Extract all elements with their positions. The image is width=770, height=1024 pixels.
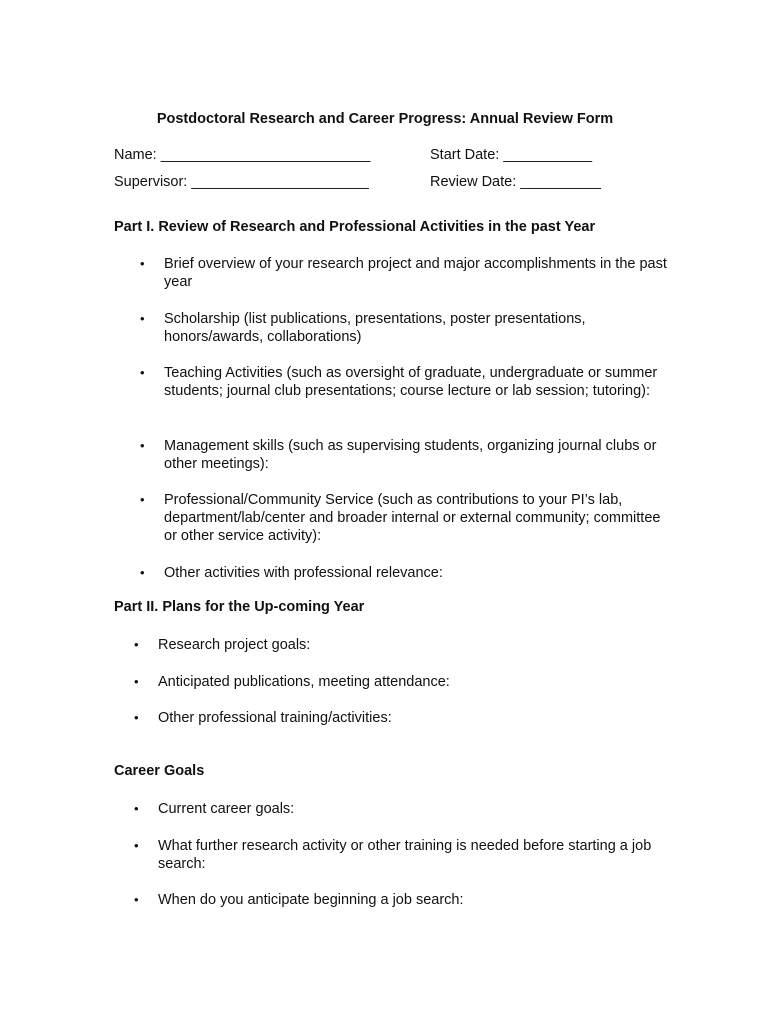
- list-item-text: Management skills (such as supervising students, organizing journal clubs or other meetings):: [164, 438, 657, 472]
- list-item-text: Professional/Community Service (such as contributions to your PI’s lab, department/lab/center and broader internal or external community; committee or other service activity):: [164, 492, 661, 544]
- bullet-icon: •: [140, 311, 145, 326]
- start-date-blank: ___________: [503, 147, 593, 163]
- bullet-icon: •: [134, 674, 139, 689]
- supervisor-blank: ______________________: [191, 174, 369, 190]
- list-item-text: Research project goals:: [158, 637, 311, 653]
- career-goals-heading: Career Goals: [114, 763, 205, 779]
- bullet-icon: •: [134, 838, 139, 853]
- form-title: Postdoctoral Research and Career Progress: Annual Review Form: [156, 111, 614, 127]
- list-item-text: Other professional training/activities:: [158, 710, 392, 726]
- start-date-field: [430, 147, 592, 163]
- list-item: [134, 636, 670, 654]
- list-item: [140, 310, 670, 346]
- review-date-field: [430, 174, 601, 190]
- list-item: [140, 437, 670, 473]
- list-item: [134, 709, 670, 727]
- list-item: [134, 837, 670, 873]
- list-item: [140, 364, 670, 400]
- list-item-text: Current career goals:: [158, 801, 295, 817]
- list-item-text: What further research activity or other training is needed before starting a job search:: [158, 838, 652, 872]
- bullet-icon: •: [134, 801, 139, 816]
- list-item: [134, 673, 670, 691]
- part1-heading: Part I. Review of Research and Professional Activities in the past Year: [114, 219, 596, 235]
- list-item-text: Other activities with professional relevance:: [164, 565, 443, 581]
- list-item: [134, 891, 670, 909]
- bullet-icon: •: [140, 438, 145, 453]
- list-item-text: Teaching Activities (such as oversight of graduate, undergraduate or summer students; journal club presentations; course lecture or lab session; tutoring):: [164, 365, 658, 399]
- supervisor-label: Supervisor:: [114, 174, 192, 190]
- bullet-icon: •: [134, 710, 139, 725]
- list-item-text: When do you anticipate beginning a job search:: [158, 892, 464, 908]
- bullet-icon: •: [134, 637, 139, 652]
- name-label: Name:: [114, 147, 161, 163]
- bullet-icon: •: [134, 892, 139, 907]
- bullet-icon: •: [140, 365, 145, 380]
- list-item-text: Brief overview of your research project and major accomplishments in the past year: [164, 256, 667, 290]
- list-item: [134, 800, 670, 818]
- list-item-text: Scholarship (list publications, presentations, poster presentations, honors/awards, collaborations): [164, 311, 586, 345]
- part2-heading: Part II. Plans for the Up-coming Year: [114, 599, 365, 615]
- list-item: [140, 491, 670, 545]
- bullet-icon: •: [140, 256, 145, 271]
- supervisor-field: [114, 174, 369, 190]
- review-date-blank: __________: [520, 174, 601, 190]
- bullet-icon: •: [140, 492, 145, 507]
- list-item: [140, 255, 670, 291]
- bullet-icon: •: [140, 565, 145, 580]
- list-item-text: Anticipated publications, meeting attendance:: [158, 674, 450, 690]
- name-blank: __________________________: [160, 147, 371, 163]
- start-date-label: Start Date:: [430, 147, 504, 163]
- list-item: [140, 564, 670, 582]
- name-field: [114, 147, 370, 163]
- review-date-label: Review Date:: [430, 174, 521, 190]
